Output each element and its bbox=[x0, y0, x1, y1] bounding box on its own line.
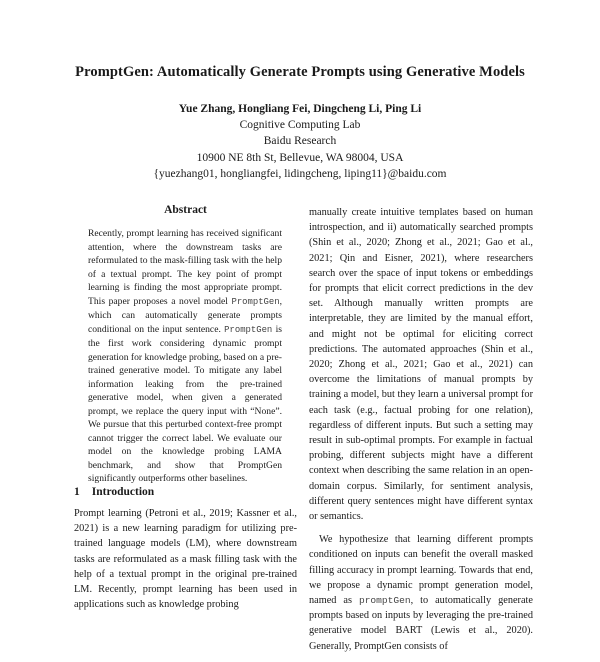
abstract-heading: Abstract bbox=[164, 204, 207, 216]
abstract-body bbox=[88, 227, 282, 486]
institution: Baidu Research bbox=[263, 135, 337, 148]
introduction-text: Prompt learning (Petroni et al., 2019; Kassner et al., 2021) is a new learning paradigm for utilizing pre-trained language models (LM), where downstream tasks are reformulated as a mask filling task with the help of a textual prompt in the original pre-trained LM. Recently, prompt learning has been used in applications such as knowledge probing bbox=[74, 508, 297, 611]
paper-title: PromptGen: Automatically Generate Prompts using Generative Models bbox=[75, 64, 525, 80]
right-paragraph-1: manually create intuitive templates based on human introspection, and ii) automatically searched prompts (Shin et al., 2020; Zhong et al., 2021; Gao et al., 2021; Qin and Eisner, 2021), where researchers search over the space of input tokens or embeddings for prompts that elicit correct predictions in the dev set. Although manually written prompts are interpretable, they are limited by the manual effort, and might not be optimal for eliciting correct predictions. The automated approaches (Shin et al., 2020; Zhong et al., 2021; Gao et al., 2021) can overcome the limitations of manual prompts by training a model, but they learn a universal prompt for each task (e.g., factual probing for one relation), regardless of different inputs. But such a setting may result in sub-optimal prompts. For example in factual probing, different subjects might have a different context when describing the same relation in an open-domain corpus. Similarly, for sentiment analysis, different query sentences might have different syntax or semantics. bbox=[309, 207, 533, 523]
emails: {yuezhang01, hongliangfei, lidingcheng, liping11}@baidu.com bbox=[153, 167, 447, 180]
section-heading-introduction bbox=[74, 486, 166, 498]
abstract-text-2: , which can automatically generate prompts conditional on the input sentence. bbox=[88, 295, 282, 335]
right-paragraph-2 bbox=[309, 532, 533, 654]
model-name: PromptGen bbox=[231, 296, 280, 307]
paragraph-text-1: We hypothesize that learning different prompts conditioned on inputs can benefit the overall masked filling accuracy in prompt learning. Towards that end, we propose a dynamic prompt generation model, named as bbox=[309, 534, 533, 607]
affiliation: Cognitive Computing Lab bbox=[239, 119, 361, 132]
address: 10900 NE 8th St, Bellevue, WA 98004, USA bbox=[196, 151, 404, 164]
section-number: 1 bbox=[74, 486, 80, 498]
author-block bbox=[0, 101, 600, 182]
model-name: promptGen bbox=[358, 595, 411, 607]
section-title: Introduction bbox=[91, 486, 155, 498]
abstract-text-3: is the first work considering dynamic prompt generation for knowledge probing, based on a pre-trained generative model. To mitigate any label information leaking from the pre-trained generative model, when given a generated prompt, we replace the query input with “None”. We pursue that this perturbed context-free prompt cannot trigger the correct label. We evaluate our model on the knowledge probing LAMA benchmark, and show that PromptGen significantly outperforms other baselines. bbox=[88, 323, 282, 484]
right-column bbox=[309, 205, 533, 662]
model-name: PromptGen bbox=[224, 324, 273, 335]
abstract-text-1: Recently, prompt learning has received significant attention, where the downstream tasks are reformulated to the mask-filling task with the help of a textual prompt. The key point of prompt learning is finding the most appropriate prompt. This paper proposes a novel model bbox=[88, 228, 282, 307]
paragraph-text-2: , to automatically generate prompts based on inputs by leveraging the pre-trained generative model BART (Lewis et al., 2020). Generally, PromptGen consists of bbox=[309, 595, 533, 652]
author-names: Yue Zhang, Hongliang Fei, Dingcheng Li, Ping Li bbox=[178, 103, 422, 115]
